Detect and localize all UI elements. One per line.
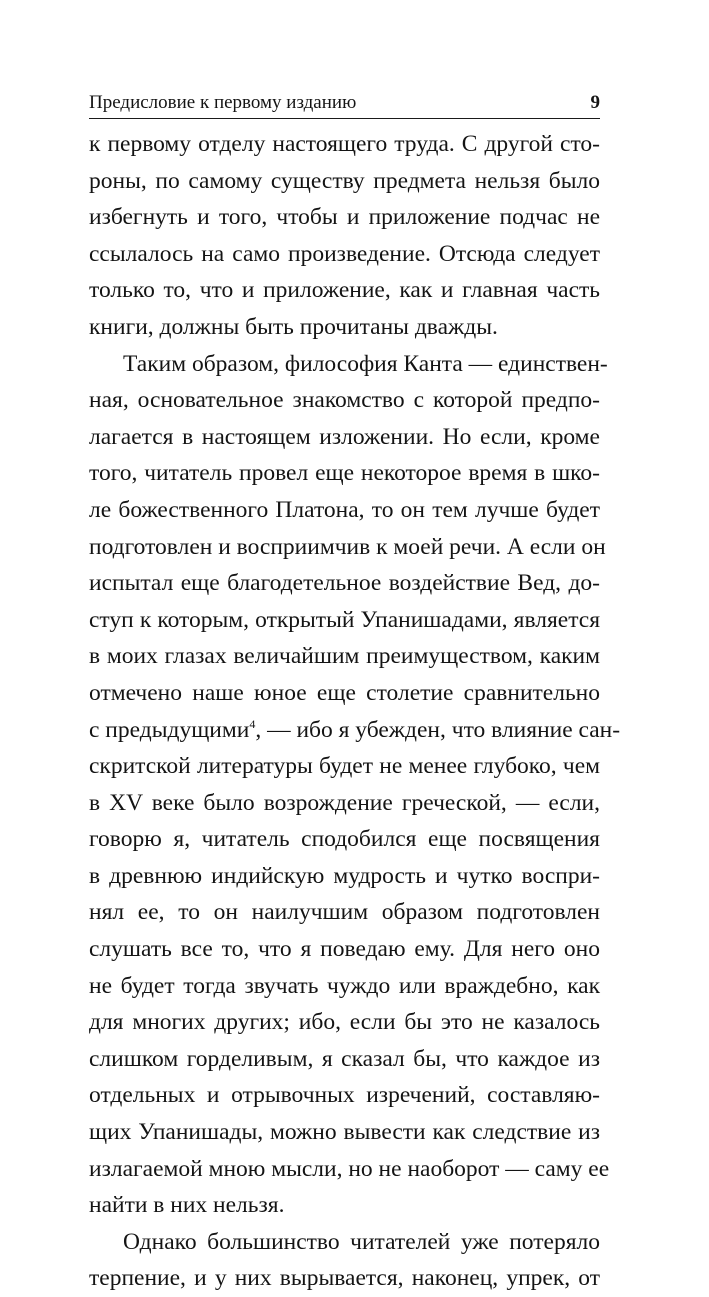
text-line: того, читатель провел еще некоторое время в шко- — [89, 460, 600, 487]
body-text — [89, 126, 621, 1297]
text-line: в моих глазах величайшим преимуществом, каким — [89, 643, 600, 670]
text-line: ле божественного Платона, то он тем лучше будет — [89, 496, 600, 523]
text-line: найти в них нельзя. — [89, 1192, 285, 1219]
text-line: не будет тогда звучать чуждо или враждебно, как — [89, 972, 600, 999]
text-line: роны, по самому существу предмета нельзя было — [89, 167, 600, 194]
text-line: лагается в настоящем изложении. Но если, кроме — [89, 423, 600, 450]
text-line: слишком горделивым, я сказал бы, что каждое из — [89, 1045, 600, 1072]
text-line: к первому отделу настоящего труда. С другой сто- — [89, 131, 600, 157]
text-line: ступ к которым, открытый Упанишадами, является — [89, 606, 600, 633]
text-line-with-footnote — [89, 712, 621, 749]
text-line: избегнуть и того, чтобы и приложение подчас не — [89, 204, 600, 231]
text-line: только то, что и приложение, как и главная часть — [89, 277, 600, 304]
text-line: Таким образом, философия Канта — единствен- — [123, 350, 608, 377]
text-line: слушать все то, что я поведаю ему. Для него оно — [89, 936, 600, 963]
text-line: испытал еще благодетельное воздействие Вед, до- — [89, 570, 600, 597]
text-line: в XV веке было возрождение греческой, — если, — [89, 789, 600, 816]
text-line: в древнюю индийскую мудрость и чутко воспри- — [89, 862, 600, 889]
text-line: подготовлен и восприимчив к моей речи. А если он — [89, 533, 606, 560]
footnote-reference[interactable]: 4 — [249, 716, 256, 731]
text-line: для многих других; ибо, если бы это не казалось — [89, 1009, 600, 1036]
text-line: книги, должны быть прочитаны дважды. — [89, 313, 498, 340]
text-line: Однако большинство читателей уже потеряло — [123, 1228, 600, 1255]
text-line: ная, основательное знакомство с которой предпо- — [89, 387, 600, 414]
text-line: терпение, и у них вырывается, наконец, упрек, от — [89, 1265, 600, 1292]
page-number: 9 — [590, 92, 600, 113]
text-line: отмечено наше юное еще столетие сравнительно — [89, 679, 600, 706]
text-segment: с предыдущими — [89, 716, 250, 743]
text-line: ссылалось на само произведение. Отсюда следует — [89, 240, 600, 267]
header-rule — [89, 118, 600, 119]
running-header — [89, 88, 600, 114]
text-line: излагаемой мною мысли, но не наоборот — саму ее — [89, 1155, 610, 1182]
text-line: говорю я, читатель сподобился еще посвящения — [89, 826, 600, 853]
text-line: отдельных и отрывочных изречений, составляю- — [89, 1082, 600, 1109]
text-line: скритской литературы будет не менее глубоко, чем — [89, 753, 600, 780]
text-segment: , — ибо я убежден, что влияние сан- — [255, 716, 621, 743]
text-line: нял ее, то он наилучшим образом подготовлен — [89, 899, 600, 926]
running-header-title: Предисловие к первому изданию — [89, 92, 357, 113]
text-line: щих Упанишады, можно вывести как следствие из — [89, 1119, 600, 1146]
